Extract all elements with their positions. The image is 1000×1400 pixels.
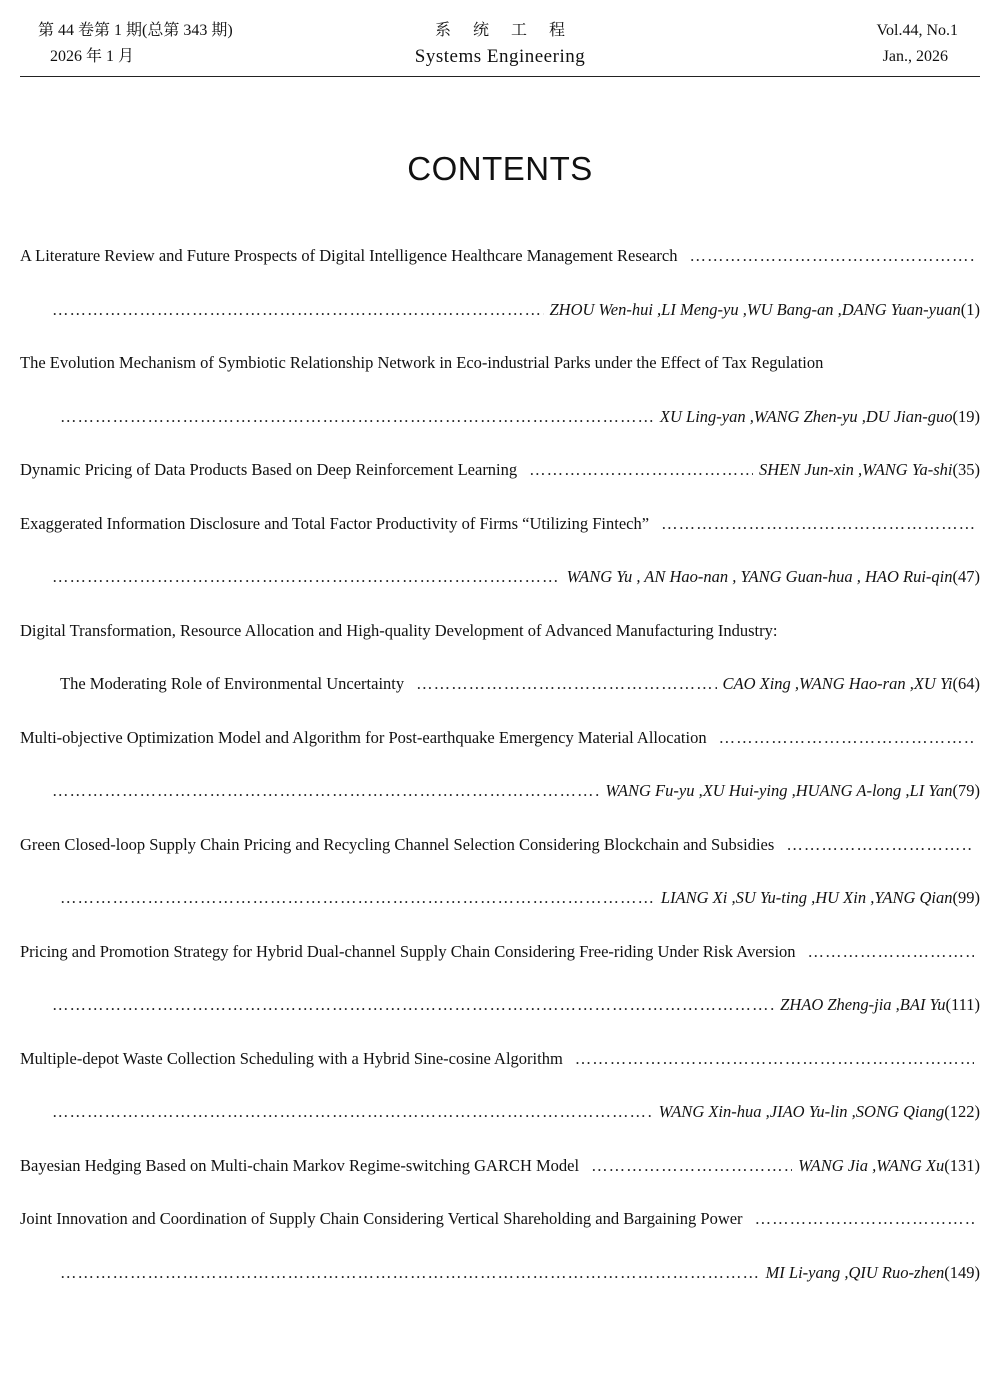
dot-leader [52,781,599,801]
page-number: (47) [952,567,980,586]
article-authors: WANG Yu , AN Hao-nan , YANG Guan-hua , HAO Rui-qin(47) [566,567,980,586]
date-cn: 2026 年 1 月 [50,48,135,65]
article-title[interactable]: Joint Innovation and Coordination of Supply Chain Considering Vertical Shareholding and Bargaining Power [20,1209,743,1228]
dot-leader [661,514,974,534]
page-number: (1) [960,299,980,319]
journal-name-en: Systems Engineering [414,46,586,67]
article-title[interactable]: Digital Transformation, Resource Allocation and High-quality Development of Advanced Manufacturing Industry: [20,620,778,640]
header-center [20,18,980,70]
dot-leader [689,246,974,266]
dot-leader [60,407,654,427]
dot-leader [786,835,974,855]
dot-leader [52,567,561,587]
dot-leader [60,888,655,908]
article-title[interactable]: Green Closed-loop Supply Chain Pricing and Recycling Channel Selection Considering Blockchain and Subsidies [20,834,775,854]
dot-leader [575,1049,974,1069]
toc-entry-single-line[interactable] [20,1156,980,1210]
toc-entry-author-line [20,781,980,835]
page-number: (19) [952,406,980,426]
article-title[interactable]: Exaggerated Information Disclosure and Total Factor Productivity of Firms “Utilizing Fintech” [20,513,650,533]
article-title[interactable]: Multi-objective Optimization Model and Algorithm for Post-earthquake Emergency Material Allocation [20,727,707,747]
page-number: (79) [952,781,980,800]
toc-entry-title-line[interactable] [20,246,980,300]
dot-leader [52,995,774,1015]
article-title[interactable]: Dynamic Pricing of Data Products Based on Deep Reinforcement Learning [20,460,518,479]
toc-entry-title-line[interactable] [20,942,980,996]
toc-entry-title-line[interactable] [20,1209,980,1263]
volume-issue-cn: 第 44 卷第 1 期(总第 343 期) [38,22,233,39]
toc-entry-author-line [20,1263,980,1317]
toc-entry-author-line [20,995,980,1049]
dot-leader [416,674,716,694]
article-title[interactable]: A Literature Review and Future Prospects of Digital Intelligence Healthcare Management Research [20,246,678,265]
page-title: CONTENTS [407,150,593,187]
toc-entry-single-line[interactable] [20,460,980,514]
toc-entry-author-line [20,888,980,942]
dot-leader [755,1209,974,1229]
dot-leader [719,728,974,748]
page-number: (122) [944,1102,980,1121]
article-authors: WANG Xin-hua ,JIAO Yu-lin ,SONG Qiang(122) [658,1102,980,1121]
toc-entry-title-line[interactable] [20,514,980,568]
toc-entry-author-line [20,567,980,621]
article-authors: WANG Fu-yu ,XU Hui-ying ,HUANG A-long ,LI Yan(79) [605,781,980,800]
toc-entry-title-line[interactable] [20,835,980,889]
article-authors: CAO Xing ,WANG Hao-ran ,XU Yi(64) [722,674,980,693]
dot-leader [808,942,974,962]
page-number: (99) [952,888,980,907]
toc-entry-author-line [20,1102,980,1156]
journal-name-cn: 系统工程 [434,22,587,39]
dot-leader [529,460,753,480]
dot-leader [591,1156,792,1176]
page-number: (111) [945,995,980,1014]
article-title[interactable]: The Evolution Mechanism of Symbiotic Relationship Network in Eco-industrial Parks under the Effect of Tax Regulation [20,353,824,372]
toc-entry-title-line[interactable] [20,728,980,782]
article-authors: LIANG Xi ,SU Yu-ting ,HU Xin ,YANG Qian(99) [660,888,980,907]
article-title[interactable]: Bayesian Hedging Based on Multi-chain Markov Regime-switching GARCH Model [20,1155,580,1175]
article-authors: SHEN Jun-xin ,WANG Ya-shi(35) [759,460,980,479]
article-title[interactable]: Multiple-depot Waste Collection Scheduling with a Hybrid Sine-cosine Algorithm [20,1048,563,1068]
toc-entry-title-line[interactable] [20,353,980,407]
page-number: (131) [944,1155,980,1175]
article-subtitle[interactable]: The Moderating Role of Environmental Uncertainty [60,674,405,693]
page-number: (35) [952,460,980,479]
toc-entry-title-line[interactable] [20,621,980,675]
date-en: Jan., 2026 [882,48,948,65]
dot-leader [52,300,544,320]
article-authors: ZHAO Zheng-jia ,BAI Yu(111) [780,995,980,1014]
dot-leader [52,1102,653,1122]
page-number: (149) [944,1262,980,1282]
article-authors: XU Ling-yan ,WANG Zhen-yu ,DU Jian-guo(19) [659,406,980,426]
volume-issue-en: Vol.44, No.1 [876,22,958,39]
toc-entry-subtitle-line[interactable] [20,674,980,728]
journal-header [20,14,980,77]
article-title[interactable]: Pricing and Promotion Strategy for Hybrid Dual-channel Supply Chain Considering Free-riding Under Risk Aversion [20,941,796,961]
toc-entry-author-line [20,407,980,461]
header-right [877,18,959,70]
article-authors: MI Li-yang ,QIU Ruo-zhen(149) [765,1262,980,1282]
article-authors: WANG Jia ,WANG Xu(131) [798,1155,980,1175]
dot-leader [60,1263,760,1283]
toc-entry-title-line[interactable] [20,1049,980,1103]
table-of-contents [20,246,980,1316]
page-number: (64) [952,674,980,693]
toc-entry-author-line [20,300,980,354]
article-authors: ZHOU Wen-hui ,LI Meng-yu ,WU Bang-an ,DANG Yuan-yuan(1) [549,299,980,319]
